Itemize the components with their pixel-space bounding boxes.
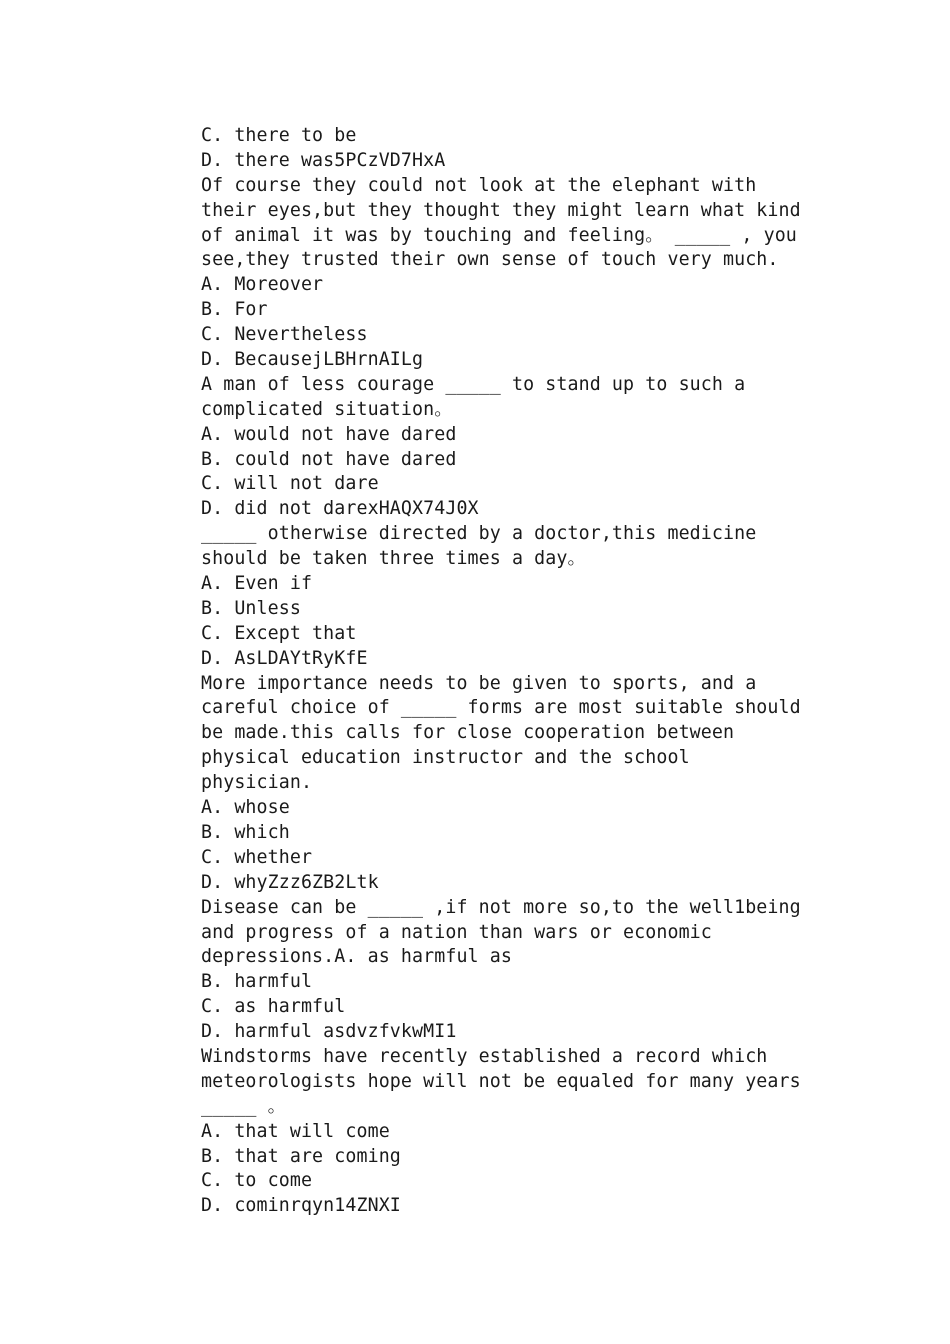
text-line: of animal it was by touching and feeling。 _____ , you [201,224,797,246]
text-line: depressions.A. as harmful as [201,946,512,968]
text-line: B. could not have dared [201,448,457,470]
text-line: C. Nevertheless [201,324,368,346]
text-line: see,they trusted their own sense of touch very much. [201,249,779,271]
text-line: B. For [201,299,268,321]
text-line: C. to come [201,1170,313,1192]
text-line: More importance needs to be given to sports, and a [201,672,757,694]
text-line: C. Except that [201,622,357,644]
text-line: B. Unless [201,597,301,619]
text-line: meteorologists hope will not be equaled for many years [201,1070,801,1092]
text-line: D. AsLDAYtRyKfE [201,647,368,669]
text-line: D. whyZzz6ZB2Ltk [201,871,379,893]
text-line: A. Even if [201,573,313,595]
document-page [201,124,821,1219]
text-line: D. there was5PCzVD7HxA [201,149,446,171]
text-line: C. whether [201,846,313,868]
text-line: _____ 。 [201,1095,287,1117]
text-line: their eyes,but they thought they might learn what kind [201,199,801,221]
text-line: Disease can be _____ ,if not more so,to the well1being [201,896,801,918]
text-line: Of course they could not look at the elephant with [201,174,757,196]
text-line: C. as harmful [201,996,346,1018]
text-line: careful choice of _____ forms are most suitable should [201,697,801,719]
text-line: be made.this calls for close cooperation between [201,722,735,744]
text-line: A. would not have dared [201,423,457,445]
text-line: B. that are coming [201,1145,401,1167]
text-line: C. there to be [201,125,357,146]
text-line: D. cominrqyn14ZNXI [201,1195,401,1217]
text-line: A. that will come [201,1120,390,1142]
text-line: _____ otherwise directed by a doctor,this medicine [201,523,757,545]
text-line: physician. [201,772,313,794]
text-line: A. whose [201,797,290,819]
text-line: Windstorms have recently established a record which [201,1045,768,1067]
text-line: B. harmful [201,971,313,993]
text-line: D. did not darexHAQX74J0X [201,498,479,520]
text-line: A. Moreover [201,274,324,296]
text-line: D. BecausejLBHrnAILg [201,349,424,371]
text-line: should be taken three times a day。 [201,548,586,570]
text-line: B. which [201,821,290,843]
text-line: A man of less courage _____ to stand up to such a [201,373,746,395]
text-line: and progress of a nation than wars or economic [201,921,712,943]
text-line: complicated situation。 [201,398,453,420]
text-line: D. harmful asdvzfvkwMI1 [201,1021,457,1043]
text-line: physical education instructor and the school [201,747,690,769]
text-line: C. will not dare [201,473,379,495]
